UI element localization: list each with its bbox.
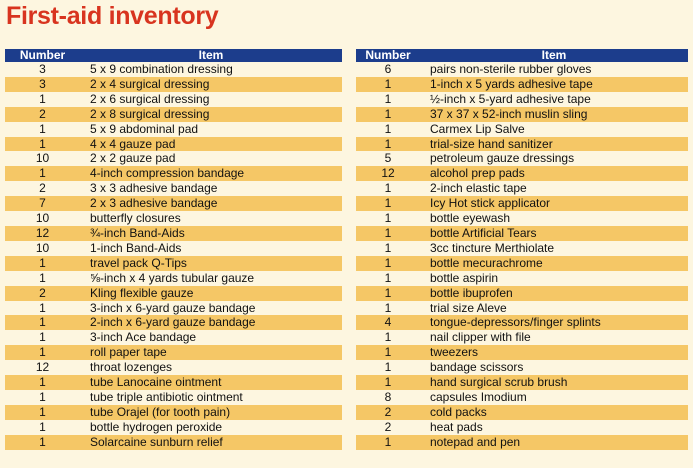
item-name: Solarcaine sunburn relief bbox=[80, 435, 342, 450]
item-name: bottle aspirin bbox=[420, 271, 688, 286]
item-name: notepad and pen bbox=[420, 435, 688, 450]
item-quantity: 6 bbox=[356, 62, 420, 77]
item-quantity: 1 bbox=[356, 137, 420, 152]
item-quantity: 1 bbox=[356, 360, 420, 375]
item-name: trial-size hand sanitizer bbox=[420, 137, 688, 152]
item-name: bottle Artificial Tears bbox=[420, 226, 688, 241]
table-row bbox=[356, 241, 688, 256]
table-header-row bbox=[5, 49, 342, 62]
item-quantity: 2 bbox=[5, 286, 80, 301]
table-row bbox=[356, 315, 688, 330]
item-quantity: 1 bbox=[356, 330, 420, 345]
item-quantity: 4 bbox=[356, 315, 420, 330]
table-row bbox=[5, 256, 342, 271]
table-row bbox=[5, 330, 342, 345]
item-quantity: 1 bbox=[356, 196, 420, 211]
item-column-header: Item bbox=[420, 49, 688, 62]
table-row bbox=[356, 301, 688, 316]
item-name: nail clipper with file bbox=[420, 330, 688, 345]
table-row bbox=[356, 420, 688, 435]
item-name: trial size Aleve bbox=[420, 301, 688, 316]
item-quantity: 1 bbox=[356, 286, 420, 301]
item-name: 1-inch x 5 yards adhesive tape bbox=[420, 77, 688, 92]
item-name: heat pads bbox=[420, 420, 688, 435]
item-name: capsules Imodium bbox=[420, 390, 688, 405]
table-row bbox=[356, 256, 688, 271]
item-name: 2-inch x 6-yard gauze bandage bbox=[80, 315, 342, 330]
item-quantity: 2 bbox=[5, 181, 80, 196]
table-row bbox=[356, 345, 688, 360]
item-name: bottle ibuprofen bbox=[420, 286, 688, 301]
table-row bbox=[5, 271, 342, 286]
item-name: ⅝-inch x 4 yards tubular gauze bbox=[80, 271, 342, 286]
item-quantity: 1 bbox=[356, 345, 420, 360]
item-quantity: 1 bbox=[356, 122, 420, 137]
table-row bbox=[5, 375, 342, 390]
item-quantity: 7 bbox=[5, 196, 80, 211]
item-name: cold packs bbox=[420, 405, 688, 420]
table-row bbox=[5, 315, 342, 330]
table-row bbox=[5, 166, 342, 181]
item-quantity: 1 bbox=[5, 405, 80, 420]
item-quantity: 1 bbox=[5, 122, 80, 137]
item-quantity: 2 bbox=[356, 405, 420, 420]
item-name: 3cc tincture Merthiolate bbox=[420, 241, 688, 256]
item-quantity: 2 bbox=[5, 107, 80, 122]
item-name: alcohol prep pads bbox=[420, 166, 688, 181]
item-quantity: 1 bbox=[5, 137, 80, 152]
item-name: 2 x 8 surgical dressing bbox=[80, 107, 342, 122]
table-row bbox=[5, 360, 342, 375]
item-quantity: 1 bbox=[356, 256, 420, 271]
table-header-row bbox=[356, 49, 688, 62]
item-name: 5 x 9 combination dressing bbox=[80, 62, 342, 77]
table-row bbox=[5, 435, 342, 450]
item-name: 4-inch compression bandage bbox=[80, 166, 342, 181]
item-column-header: Item bbox=[80, 49, 342, 62]
item-name: 2 x 6 surgical dressing bbox=[80, 92, 342, 107]
inventory-table-left bbox=[5, 49, 342, 450]
item-quantity: 1 bbox=[356, 301, 420, 316]
table-row bbox=[356, 62, 688, 77]
item-name: 2-inch elastic tape bbox=[420, 181, 688, 196]
item-name: 2 x 2 gauze pad bbox=[80, 151, 342, 166]
table-row bbox=[5, 122, 342, 137]
table-row bbox=[356, 181, 688, 196]
table-row bbox=[356, 286, 688, 301]
item-name: 1-inch Band-Aids bbox=[80, 241, 342, 256]
table-row bbox=[356, 196, 688, 211]
table-row bbox=[356, 390, 688, 405]
number-column-header: Number bbox=[356, 49, 420, 62]
item-quantity: 1 bbox=[5, 390, 80, 405]
item-name: tube Lanocaine ointment bbox=[80, 375, 342, 390]
item-quantity: 1 bbox=[5, 166, 80, 181]
table-row bbox=[5, 62, 342, 77]
item-name: tube Orajel (for tooth pain) bbox=[80, 405, 342, 420]
table-row bbox=[356, 77, 688, 92]
table-row bbox=[356, 92, 688, 107]
inventory-table-right bbox=[356, 49, 688, 450]
item-quantity: 1 bbox=[356, 92, 420, 107]
item-quantity: 1 bbox=[5, 315, 80, 330]
item-quantity: 1 bbox=[356, 375, 420, 390]
item-quantity: 1 bbox=[356, 435, 420, 450]
table-row bbox=[5, 211, 342, 226]
item-name: throat lozenges bbox=[80, 360, 342, 375]
item-quantity: 12 bbox=[356, 166, 420, 181]
table-row bbox=[5, 301, 342, 316]
table-row bbox=[5, 196, 342, 211]
table-row bbox=[356, 360, 688, 375]
item-quantity: 1 bbox=[5, 256, 80, 271]
item-name: tongue-depressors/finger splints bbox=[420, 315, 688, 330]
table-row bbox=[356, 405, 688, 420]
item-name: 4 x 4 gauze pad bbox=[80, 137, 342, 152]
table-row bbox=[5, 241, 342, 256]
table-row bbox=[5, 77, 342, 92]
item-name: ¾-inch Band-Aids bbox=[80, 226, 342, 241]
item-quantity: 3 bbox=[5, 77, 80, 92]
table-row bbox=[5, 181, 342, 196]
item-quantity: 12 bbox=[5, 360, 80, 375]
item-name: 3-inch Ace bandage bbox=[80, 330, 342, 345]
item-quantity: 10 bbox=[5, 211, 80, 226]
item-quantity: 1 bbox=[356, 226, 420, 241]
item-name: travel pack Q-Tips bbox=[80, 256, 342, 271]
item-name: 37 x 37 x 52-inch muslin sling bbox=[420, 107, 688, 122]
table-row bbox=[356, 166, 688, 181]
item-quantity: 1 bbox=[5, 330, 80, 345]
item-name: bandage scissors bbox=[420, 360, 688, 375]
page-title: First-aid inventory bbox=[6, 2, 219, 30]
table-row bbox=[5, 345, 342, 360]
item-name: 3 x 3 adhesive bandage bbox=[80, 181, 342, 196]
item-name: 5 x 9 abdominal pad bbox=[80, 122, 342, 137]
table-row bbox=[356, 122, 688, 137]
table-row bbox=[5, 107, 342, 122]
item-quantity: 1 bbox=[5, 301, 80, 316]
item-quantity: 1 bbox=[356, 77, 420, 92]
item-name: roll paper tape bbox=[80, 345, 342, 360]
item-quantity: 2 bbox=[356, 420, 420, 435]
table-row bbox=[5, 390, 342, 405]
item-quantity: 1 bbox=[356, 181, 420, 196]
item-name: 2 x 4 surgical dressing bbox=[80, 77, 342, 92]
number-column-header: Number bbox=[5, 49, 80, 62]
table-row bbox=[5, 286, 342, 301]
item-quantity: 1 bbox=[5, 345, 80, 360]
table-row bbox=[5, 92, 342, 107]
table-row bbox=[5, 137, 342, 152]
item-name: pairs non-sterile rubber gloves bbox=[420, 62, 688, 77]
table-row bbox=[356, 211, 688, 226]
table-row bbox=[356, 226, 688, 241]
table-row bbox=[356, 435, 688, 450]
table-row bbox=[5, 405, 342, 420]
item-quantity: 12 bbox=[5, 226, 80, 241]
table-row bbox=[356, 151, 688, 166]
item-quantity: 1 bbox=[5, 92, 80, 107]
item-name: bottle eyewash bbox=[420, 211, 688, 226]
item-name: tube triple antibiotic ointment bbox=[80, 390, 342, 405]
item-name: tweezers bbox=[420, 345, 688, 360]
table-row bbox=[5, 420, 342, 435]
item-quantity: 1 bbox=[5, 420, 80, 435]
item-name: hand surgical scrub brush bbox=[420, 375, 688, 390]
item-quantity: 1 bbox=[5, 435, 80, 450]
item-quantity: 3 bbox=[5, 62, 80, 77]
item-name: bottle mecurachrome bbox=[420, 256, 688, 271]
item-name: 3-inch x 6-yard gauze bandage bbox=[80, 301, 342, 316]
table-row bbox=[5, 226, 342, 241]
item-quantity: 1 bbox=[5, 375, 80, 390]
item-name: ½-inch x 5-yard adhesive tape bbox=[420, 92, 688, 107]
table-row bbox=[356, 375, 688, 390]
item-name: Kling flexible gauze bbox=[80, 286, 342, 301]
item-quantity: 10 bbox=[5, 241, 80, 256]
table-row bbox=[356, 107, 688, 122]
item-name: petroleum gauze dressings bbox=[420, 151, 688, 166]
table-row bbox=[356, 330, 688, 345]
item-name: Icy Hot stick applicator bbox=[420, 196, 688, 211]
item-quantity: 1 bbox=[356, 271, 420, 286]
item-name: butterfly closures bbox=[80, 211, 342, 226]
item-quantity: 10 bbox=[5, 151, 80, 166]
table-row bbox=[356, 137, 688, 152]
table-row bbox=[5, 151, 342, 166]
item-quantity: 1 bbox=[356, 107, 420, 122]
item-name: 2 x 3 adhesive bandage bbox=[80, 196, 342, 211]
item-name: Carmex Lip Salve bbox=[420, 122, 688, 137]
item-quantity: 1 bbox=[5, 271, 80, 286]
table-row bbox=[356, 271, 688, 286]
item-quantity: 1 bbox=[356, 241, 420, 256]
item-name: bottle hydrogen peroxide bbox=[80, 420, 342, 435]
item-quantity: 5 bbox=[356, 151, 420, 166]
item-quantity: 1 bbox=[356, 211, 420, 226]
item-quantity: 8 bbox=[356, 390, 420, 405]
